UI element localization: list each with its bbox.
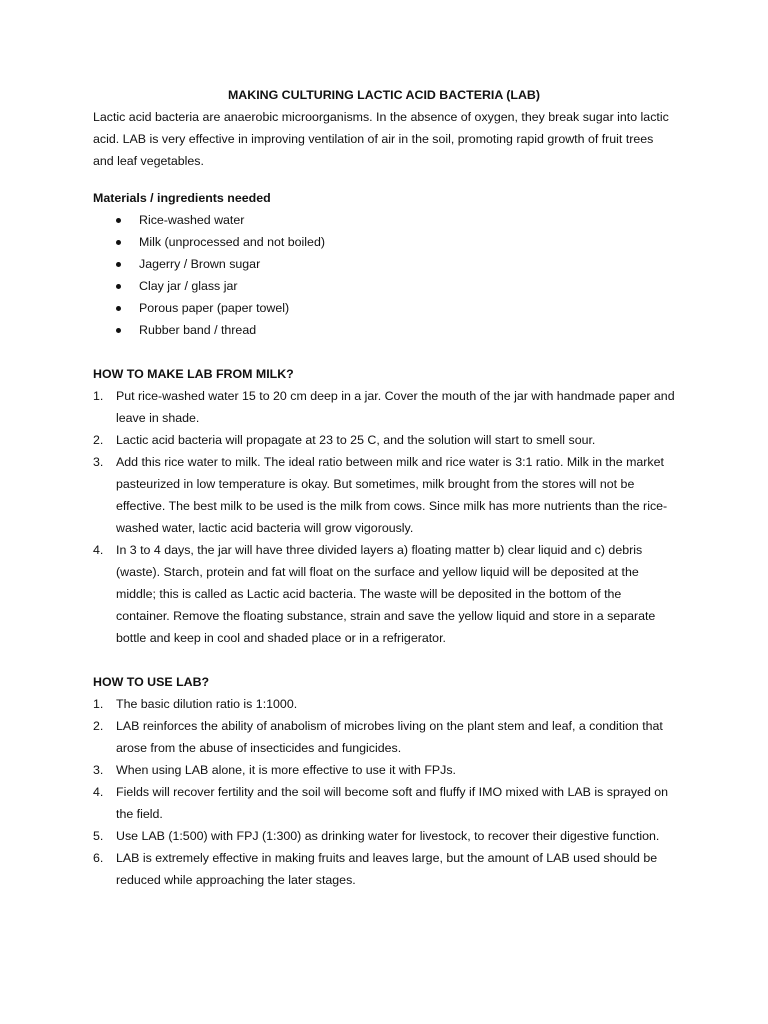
list-item: Porous paper (paper towel) xyxy=(93,297,676,319)
list-item: 3. Add this rice water to milk. The ideal ratio between milk and rice water is 3:1 ratio. Milk in the market pasteurized in low temperature is okay. But sometimes, milk brought from the stores will not be effective. The best milk to be used is the milk from cows. Since milk has more nutrients than the rice-washed water, lactic acid bacteria will grow vigorously. xyxy=(93,455,668,535)
list-item: 2. LAB reinforces the ability of anabolism of microbes living on the plant stem and leaf, a condition that arose from the abuse of insecticides and fungicides. xyxy=(93,719,663,755)
list-item: 6. LAB is extremely effective in making fruits and leaves large, but the amount of LAB used should be reduced while approaching the later stages. xyxy=(93,851,658,887)
materials-heading: Materials / ingredients needed xyxy=(93,191,271,205)
make-lab-heading: HOW TO MAKE LAB FROM MILK? xyxy=(93,367,294,381)
list-item: 2. Lactic acid bacteria will propagate at 23 to 25 C, and the solution will start to smell sour. xyxy=(93,433,596,447)
list-item: Rubber band / thread xyxy=(93,319,676,341)
document-title: MAKING CULTURING LACTIC ACID BACTERIA (LAB) xyxy=(227,88,541,102)
bullet-icon xyxy=(116,328,121,333)
use-lab-heading: HOW TO USE LAB? xyxy=(93,675,210,689)
list-item: 1. Put rice-washed water 15 to 20 cm deep in a jar. Cover the mouth of the jar with handmade paper and leave in shade. xyxy=(93,389,675,425)
list-item: 1. The basic dilution ratio is 1:1000. xyxy=(93,697,298,711)
list-item: 4. In 3 to 4 days, the jar will have three divided layers a) floating matter b) clear liquid and c) debris (waste). Starch, protein and fat will float on the surface and yellow liquid will be deposited at the middle; this is called as Lactic acid bacteria. The waste will be deposited in the bottom of the container. Remove the floating substance, strain and save the yellow liquid and store in a separate bottle and keep in cool and shaded place or in a refrigerator. xyxy=(93,543,656,645)
document-content xyxy=(93,84,676,891)
bullet-icon xyxy=(116,284,121,289)
list-item: Rice-washed water xyxy=(93,209,676,231)
bullet-icon xyxy=(116,262,121,267)
list-item: 4. Fields will recover fertility and the soil will become soft and fluffy if IMO mixed with LAB is sprayed on the field. xyxy=(93,785,669,821)
list-item: Clay jar / glass jar xyxy=(93,275,676,297)
list-item: Jagerry / Brown sugar xyxy=(93,253,676,275)
use-lab-steps xyxy=(93,693,676,891)
list-item: 3. When using LAB alone, it is more effective to use it with FPJs. xyxy=(93,763,456,777)
list-item: 5. Use LAB (1:500) with FPJ (1:300) as drinking water for livestock, to recover their digestive function. xyxy=(93,829,660,843)
intro-paragraph: Lactic acid bacteria are anaerobic microorganisms. In the absence of oxygen, they break sugar into lactic acid. LAB is very effective in improving ventilation of air in the soil, promoting rapid growth of fruit trees and leaf vegetables. xyxy=(93,110,669,168)
make-lab-steps xyxy=(93,385,676,649)
list-item: Milk (unprocessed and not boiled) xyxy=(93,231,676,253)
bullet-icon xyxy=(116,240,121,245)
bullet-icon xyxy=(116,306,121,311)
materials-list xyxy=(93,209,676,341)
bullet-icon xyxy=(116,218,121,223)
